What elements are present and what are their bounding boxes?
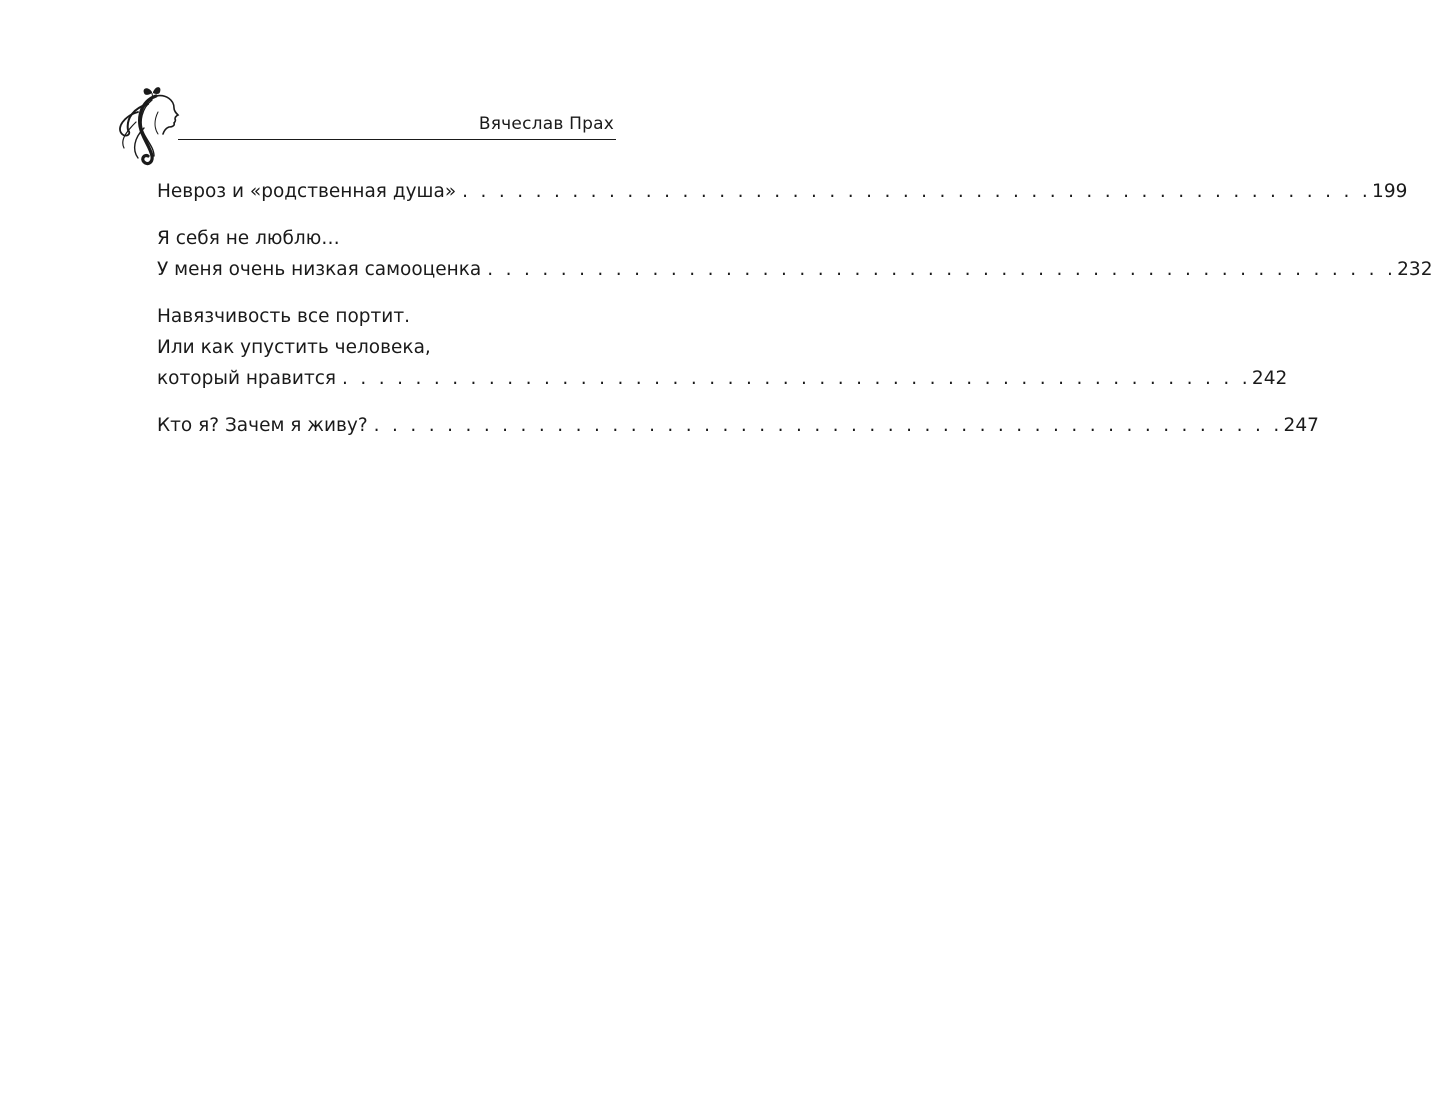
toc-entry-title: Невроз и «родственная душа»: [157, 181, 457, 202]
table-of-contents: [157, 176, 1432, 457]
toc-entry: [157, 410, 1319, 441]
toc-page-number: 232: [1397, 259, 1432, 280]
toc-entry: [157, 223, 1432, 285]
toc-entry-title: Я себя не люблю…: [157, 228, 340, 249]
toc-entry-title: Навязчивость все портит.: [157, 306, 410, 327]
toc-entry-title: Кто я? Зачем я живу?: [157, 415, 368, 436]
toc-entry-line: [157, 176, 1408, 207]
dot-leader: . . . . . . . . . . . . . . . . . . . . . . . . . . . . . . . . . . . . . . . . . . . . . . . . . .: [373, 415, 1283, 436]
dot-leader: . . . . . . . . . . . . . . . . . . . . . . . . . . . . . . . . . . . . . . . . . . . . . . . . . .: [342, 368, 1251, 389]
dot-leader: . . . . . . . . . . . . . . . . . . . . . . . . . . . . . . . . . . . . . . . . . . . . . . . . . .: [487, 259, 1397, 280]
header-rule: [178, 139, 616, 140]
dot-leader: . . . . . . . . . . . . . . . . . . . . . . . . . . . . . . . . . . . . . . . . . . . . . . . . . .: [462, 181, 1372, 202]
woman-silhouette-with-butterfly-icon: [108, 82, 188, 172]
toc-entry-title: У меня очень низкая самооценка: [157, 259, 482, 280]
toc-page-number: 242: [1251, 368, 1288, 389]
toc-page-number: 199: [1372, 181, 1408, 202]
toc-entry-title: Или как упустить человека,: [157, 337, 431, 358]
toc-entry-line: [157, 254, 1432, 285]
toc-entry: [157, 176, 1408, 207]
toc-entry: [157, 301, 1288, 394]
toc-entry-line: [157, 410, 1319, 441]
running-header: [108, 82, 616, 172]
toc-entry-line: [157, 363, 1288, 394]
toc-page-number: 247: [1283, 415, 1319, 436]
author-name: Вячеслав Прах: [478, 114, 614, 134]
toc-entry-title: который нравится: [157, 368, 337, 389]
